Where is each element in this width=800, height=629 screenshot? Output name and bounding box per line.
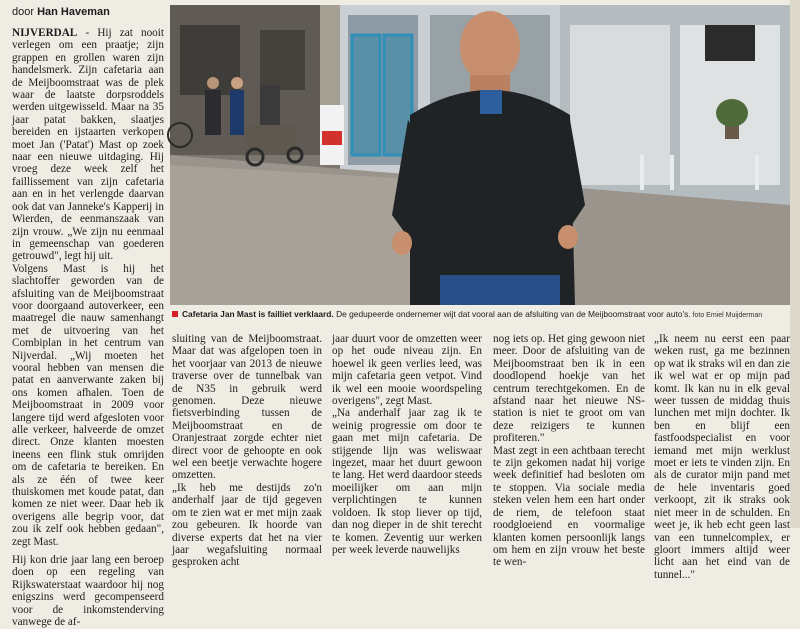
article-column-4 xyxy=(493,333,645,569)
col2-text: sluiting van de Meijboomstraat. Maar dat was afgelopen toen in het voorjaar van 2013 de nieuwe traverse over de tunnelbak van de N35 in gebruik werd genomen. Deze nieuwe fietsverbinding tussen de Meijboomstraat en de Oranjestraat zorgde echter niet direct voor de gehoopte en ook wel een beetje verwachte hogere omzetten. „Ik heb me destijds zo'n anderhalf jaar de tijd gegeven om te zien wat er met mijn zaak zou gebeuren. Ik hoorde van diverse experts dat het na vier jaar wegafsluiting normaal gesproken acht xyxy=(172,333,322,569)
photo-caption xyxy=(172,309,790,321)
col1-paragraph-1: - Hij zat nooit verlegen om een praatje; zijn grappen en grollen waren zijn handelsmerk. Zijn cafetaria aan de Meijboomstraat was de plek waar de laatste dorpsroddels werden uitgewisseld. Maar na 35 jaar patat bakken, slaatjes bereiden en ijstaarten verkopen moet Jan ('Patat') Mast op zoek naar een nieuwe uitdaging. Hij vroeg deze week zelf het faillissement van zijn cafetaria aan en in het verlengde daarvan ook dat van Janneke's Kapperij in Wierden, de eenmanszaak van zijn vrouw. „We zijn nu eenmaal in gemeenschap van goederen getrouwd", legt hij uit. xyxy=(12,27,164,263)
article-photo xyxy=(170,5,790,305)
byline xyxy=(12,6,110,18)
col4-text: nog iets op. Het ging gewoon niet meer. Door de afsluiting van de Meijboomstraat ben ik in een doodlopend hoekje van het centrum terechtgekomen. En de afstand naar het nieuwe NS-station is niet te groot om van deze reizigers te kunnen profiteren." Mast zegt in een achtbaan terecht te zijn gekomen nadat hij vorige week definitief had besloten om te stoppen. Via sociale media steken velen hem een hart onder de riem, de telefoon staat roodgloeiend en voormalige klanten komen persoonlijk langs om hem en zijn vrouw het beste te wen- xyxy=(493,333,645,569)
col5-text: „Ik neem nu eerst een paar weken rust, ga me bezinnen op wat ik straks wil en dan zie ik wel wat er op mijn pad komt. Ik kan nu in elk geval weer tussen de middag thuis lunchen met mijn dochter. Ik ben en blijf een fastfoodspecialist en voor iemand met mijn werklust moet er iets te vinden zijn. En als de curator mijn pand met de hele inventaris goed verkoopt, zit ik straks ook niet meer in de schulden. En weet je, ik heb echt geen last van een tunnelcomplex, er gloort immers altijd weer licht aan het eind van de tunnel..." xyxy=(654,333,790,581)
dateline: NIJVERDAL xyxy=(12,27,78,39)
byline-author: Han Haveman xyxy=(37,6,110,18)
col3-text: jaar duurt voor de omzetten weer op het oude niveau zijn. En hoewel ik geen verlies leed, was mijn cafetaria geen vetpot. Vind ik wel een mooie woordspeling overigens", zegt Mast. „Na anderhalf jaar zag ik te weinig progressie om door te gaan met mijn cafetaria. De stijgende lijn was weliswaar ingezet, maar het duurt gewoon te lang. Het werd daardoor steeds moeilijker om aan mijn verplichtingen te kunnen voldoen. Ik stop liever op tijd, dan nog dieper in de shit terecht te komen. Zeventig uur werken per week leverde nauwelijks xyxy=(332,333,482,556)
caption-text: De gedupeerde ondernemer wijt dat vooral aan de afsluiting van de Meijboomstraat voor auto's. xyxy=(333,309,691,319)
col1-paragraph-2: Volgens Mast is hij het slachtoffer geworden van de afsluiting van de Meijboomstraat voor doorgaand autoverkeer, een maatregel die nauw samenhangt met de uitvoering van het Combiplan in het centrum van Nijverdal. „Wij moeten het vooral hebben van mensen die patat en aanverwante zaken bij ons komen afhalen. Toen de Meijboomstraat in 2009 voor langere tijd werd afgesloten voor alle verkeer, halveerde de omzet direct. Onze klanten moesten ineens een flink stuk omrijden om de cafetaria te bereiken. En als ze één of twee keer thuiskomen met koude patat, dan komen ze niet weer. Daar heb ik overigens alle begrip voor, dat zou ik zelf ook hebben gedaan", zegt Mast. xyxy=(12,262,164,548)
photo-illustration xyxy=(170,5,790,305)
article-column-5 xyxy=(654,333,790,581)
col1-paragraph-3: Hij kon drie jaar lang een beroep doen op een regeling van Rijkswaterstaat waardoor hij nog enigszins werd gecompenseerd voor de inkomstenderving vanwege de af- xyxy=(12,554,164,629)
page-edge xyxy=(790,0,800,528)
photo-credit: foto Emiel Muijderman xyxy=(690,312,763,319)
article-column-2 xyxy=(172,333,322,569)
byline-prefix: door xyxy=(12,6,35,18)
caption-bullet xyxy=(172,311,178,317)
article-column-1 xyxy=(12,27,164,629)
article-column-3 xyxy=(332,333,482,556)
caption-headline: Cafetaria Jan Mast is failliet verklaard. xyxy=(182,309,334,319)
